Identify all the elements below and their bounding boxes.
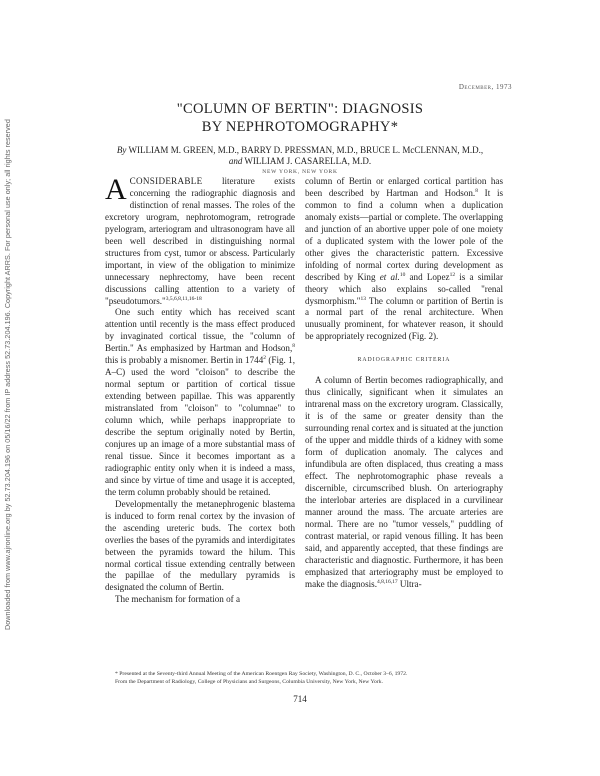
download-watermark: Downloaded from www.ajronline.org by 52.73.204.196 on 05/16/22 from IP address 52.73.204.196. Copyright ARRS. For personal use only; all rights reserved [3,119,12,630]
paragraph: The mechanism for formation of a [115,594,240,605]
reference: 8 [475,187,478,194]
right-column [305,176,503,590]
paragraph-text: column of Bertin or enlarged cortical partition has been described by Hartman and Hodson. [305,176,503,198]
left-column [105,173,295,606]
paragraph [305,176,503,343]
et-al: et al. [379,271,400,282]
reference: 8 [292,343,295,350]
section-heading: RADIOGRAPHIC CRITERIA [357,357,451,364]
paragraph [105,173,295,307]
page-number: 714 [293,694,307,704]
paragraph-text: (Fig. 1, A–C) used the word "cloison" to describe the normal septum or partition of cortical tissue extending between papillae. This was apparently mistranslated from "cloison" to "columnae" to column which, while perhaps inappropriate to describe the septum originally noted by Bertin, conjures up an image of a more substantial mass of renal tissue. Since it becomes important as a radiographic entity only when it is indeed a mass, and since by virtue of time and usage it is accepted, the term column probably should be retained. [105,355,295,497]
article-title [100,100,500,136]
paragraph-text: A column of Bertin becomes radiographically, and thus clinically, significant when it simulates an intrarenal mass on the excretory urogram. Classically, it is of the same or greater density than the surrounding renal cortex and is situated at the junction of the upper and middle thirds of a kidney with some form of duplication anomaly. The calyces and infundibula are often displaced, thus creating a mass effect. The nephrotomographic phase reveals a discernible, circumscribed blush. On arteriography the interlobar arteries are displaced in a curvilinear manner around the mass. The arcuate arteries are normal. There are no "tumor vessels," puddling of contrast material, or rapid venous filling. It has been said, and apparently accepted, that these findings are characteristic and diagnostic. Furthermore, it has been emphasized that arteriography must be employed to make the diagnosis. [305,375,503,589]
lead-caps: CONSIDERABLE [129,176,203,186]
drop-cap: A [105,173,127,206]
paragraph: Developmentally the metanephrogenic blastema is induced to form renal cortex by the invasion of the ascending ureteric buds. The cortex both overlies the bases of the pyramids and interdigitates between the pyramids toward the hilum. This normal cortical tissue extending centrally between the papillae of the medullary pyramids is designated the column of Bertin. [105,498,295,593]
title-line-1: "COLUMN OF BERTIN": DIAGNOSIS [176,101,424,117]
author-list [95,145,505,167]
paragraph-text: It is common to find a column when a duplication anomaly exists—partial or complete. The overlapping and junction of an abortive upper pole of one moiety of a duplicated system with the lower pole of the other gives the characteristic pattern. Excessive infolding of normal cortex during development as described by King [305,187,504,282]
footnote [115,670,505,686]
reference: 4,8,16,17 [376,578,398,585]
reference: 12 [449,271,456,278]
paragraph-text: One such entity which has received scant attention until recently is the mass effect produced by invaginated cortical tissue, the "column of Bertin." As emphasized by Hartman and Hodson, [105,307,295,354]
authors-line-2 [95,156,505,167]
paragraph-text: is a similar theory which also explains so-called "renal dysmorphism." [305,271,503,306]
reference: 3,5,6,8,11,16-18 [165,295,202,302]
author-location: NEW YORK, NEW YORK [262,169,338,175]
paragraph-text: this is probably a misnomer. Bertin in 1744 [105,355,264,366]
footnote-line-2: From the Department of Radiology, College of Physicians and Surgeons, Columbia University, New York, New York. [115,679,384,685]
title-line-2: BY NEPHROTOMOGRAPHY* [201,119,399,135]
footnote-line-1: * Presented at the Seventy-third Annual Meeting of the American Roentgen Ray Society, Washington, D. C., October 3–6, 1972. [115,671,408,677]
paragraph [105,307,295,498]
reference: 13 [360,295,366,302]
and-label: and [228,156,243,166]
by-label: By [116,145,127,155]
paragraph-text: literature exists concerning the radiographic diagnosis and distinction of renal masses. The roles of the excretory urogram, nephrotomogram, retrograde pyelogram, arteriogram and ultrasonogram have all been well described in distinguishing normal structures from cyst, tumor or abscess. Particularly important, in view of the obligation to minimize unnecessary nephrectomy, have been recent discussions calling attention to a variety of "pseudotumors." [105,176,295,306]
authors-names-2: WILLIAM J. CASARELLA, M.D. [244,156,372,166]
paragraph-text: The column or partition of Bertin is a normal part of the renal architecture. When unusually prominent, for whatever reason, it should be appropriately recognized (Fig. 2). [305,295,503,342]
running-head: December, 1973 [458,83,512,91]
reference: 2 [263,355,266,362]
authors-names-1: WILLIAM M. GREEN, M.D., BARRY D. PRESSMAN, M.D., BRUCE L. McCLENNAN, M.D., [128,145,484,155]
authors-line-1 [95,145,505,156]
paragraph-text: and Lopez [405,271,450,282]
reference: 10 [399,271,406,278]
paragraph [305,375,503,590]
paragraph-text: Ultra- [397,578,422,589]
